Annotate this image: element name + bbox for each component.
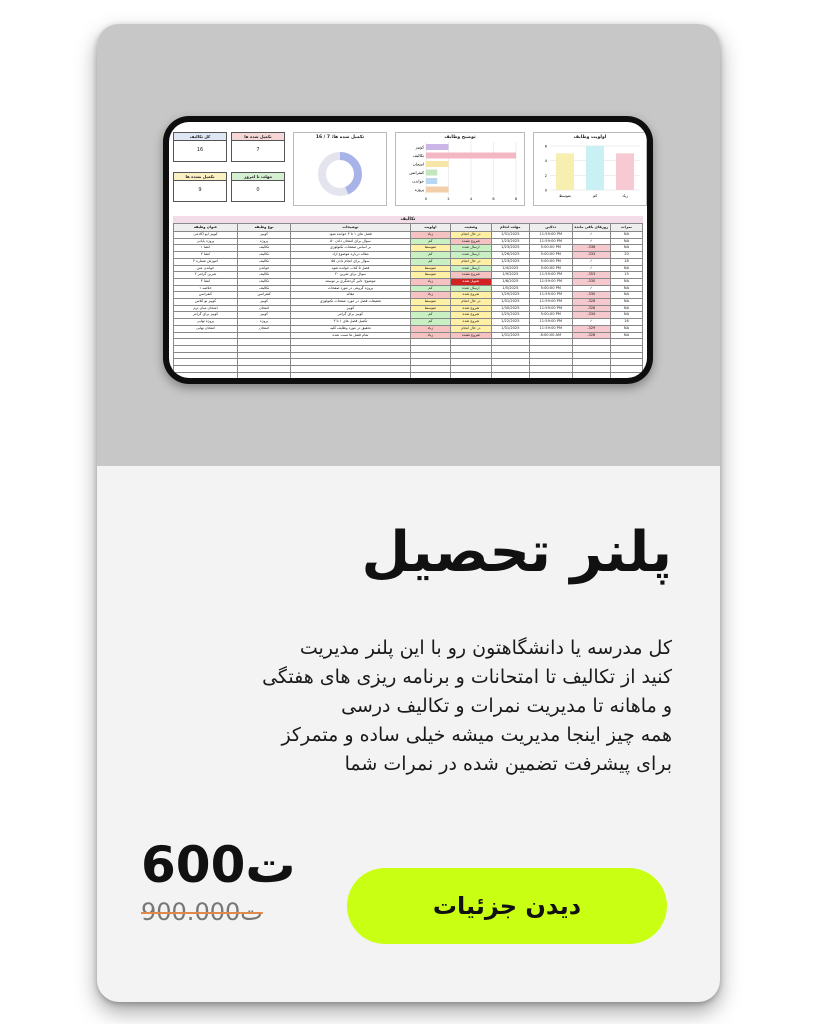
table-cell: 11:59:00 PM bbox=[529, 319, 572, 326]
tick-label: 2 bbox=[544, 173, 547, 178]
table-cell bbox=[174, 359, 238, 366]
table-cell bbox=[491, 339, 529, 346]
table-cell: ارسال شده bbox=[451, 265, 492, 272]
table-cell bbox=[451, 366, 492, 373]
table-row bbox=[174, 312, 643, 319]
product-description bbox=[132, 634, 672, 779]
product-image-area bbox=[97, 24, 720, 466]
table-cell bbox=[491, 352, 529, 359]
table-cell bbox=[451, 345, 492, 352]
table-cell: NA bbox=[610, 238, 642, 245]
column-header: نوع وظیفه bbox=[237, 224, 290, 232]
table-row bbox=[174, 305, 643, 312]
table-cell bbox=[572, 366, 610, 373]
table-row bbox=[174, 278, 643, 285]
table-cell: 11:59:00 PM bbox=[529, 305, 572, 312]
bar bbox=[556, 153, 574, 190]
table-cell bbox=[451, 339, 492, 346]
table-cell: تحویل شده bbox=[451, 278, 492, 285]
table-cell: تکالیف bbox=[237, 245, 290, 252]
table-cell: ۵۵ سوال برای انجام دادن bbox=[291, 258, 410, 265]
table-cell: شروع شده bbox=[451, 319, 492, 326]
table-cell bbox=[291, 345, 410, 352]
table-cell: ۵۰ سوال برای امتحان دادن bbox=[291, 238, 410, 245]
table-cell: -334 bbox=[572, 312, 610, 319]
table-cell: کوییز ایو آکادمی bbox=[174, 232, 238, 239]
table-cell bbox=[410, 366, 451, 373]
tick-label: 0 bbox=[544, 188, 547, 193]
bar-label: پروژه bbox=[414, 187, 424, 192]
table-cell: ارسال شده bbox=[451, 252, 492, 259]
table-row bbox=[174, 258, 643, 265]
table-cell: 5:00:00 PM bbox=[529, 245, 572, 252]
table-row-empty bbox=[174, 366, 643, 373]
table-row-empty bbox=[174, 339, 643, 346]
table-cell bbox=[237, 345, 290, 352]
product-title: پلنر تحصیل bbox=[361, 520, 672, 585]
table-cell: خواندن متن bbox=[174, 265, 238, 272]
table-cell: 8:00:00 AM bbox=[529, 332, 572, 339]
table-cell: کم bbox=[410, 252, 451, 259]
table-cell: در حال انجام bbox=[451, 299, 492, 306]
table-cell: کوییز bbox=[237, 312, 290, 319]
table-cell: 1/6/2025 bbox=[491, 278, 529, 285]
column-header: روزهای باقی مانده bbox=[572, 224, 610, 232]
table-cell: ✓ bbox=[572, 319, 610, 326]
bar bbox=[426, 178, 437, 184]
table-cell: 1/31/2025 bbox=[491, 325, 529, 332]
table-row bbox=[174, 325, 643, 332]
table-cell bbox=[529, 345, 572, 352]
table-cell: مقاله bbox=[291, 292, 410, 299]
table-cell: شروع شده bbox=[451, 312, 492, 319]
table-cell bbox=[529, 372, 572, 378]
table-cell: امتحان bbox=[237, 305, 290, 312]
kpi-label: مهلت تا امروز bbox=[232, 173, 284, 181]
table-cell: پروژه bbox=[237, 238, 290, 245]
table-cell: شروع نشده bbox=[451, 332, 492, 339]
table-cell: در حال انجام bbox=[451, 258, 492, 265]
table-cell: NA bbox=[610, 312, 642, 319]
table-cell: NA bbox=[610, 299, 642, 306]
table-cell bbox=[174, 345, 238, 352]
table-cell bbox=[237, 332, 290, 339]
table-cell: NA bbox=[610, 325, 642, 332]
bar bbox=[586, 146, 604, 190]
description-line: برای پیشرفت تضمین شده در نمرات شما bbox=[344, 753, 672, 775]
table-cell: تمرین گرامر ۲ bbox=[174, 272, 238, 279]
bar-label: تکالیف bbox=[412, 153, 424, 158]
table-cell: کم bbox=[410, 312, 451, 319]
table-cell bbox=[610, 345, 642, 352]
table-cell bbox=[174, 339, 238, 346]
table-cell bbox=[291, 359, 410, 366]
table-cell bbox=[610, 339, 642, 346]
tick-label: 0 bbox=[424, 197, 428, 201]
table-cell: انشا ۲ bbox=[174, 252, 238, 259]
table-cell bbox=[491, 359, 529, 366]
product-card bbox=[97, 24, 720, 1002]
table-cell: زیاد bbox=[410, 332, 451, 339]
tablet-mockup bbox=[163, 116, 653, 384]
column-header: نمرات bbox=[610, 224, 642, 232]
column-header: اولویت bbox=[410, 224, 451, 232]
bar bbox=[426, 170, 437, 176]
table-cell bbox=[491, 372, 529, 378]
column-header: عنوان وظیفه bbox=[174, 224, 238, 232]
tick-label: 2 bbox=[447, 197, 450, 201]
table-cell: 20 bbox=[610, 252, 642, 259]
table-cell bbox=[529, 366, 572, 373]
tick-label: 8 bbox=[514, 197, 518, 201]
table-cell: -333 bbox=[572, 252, 610, 259]
table-cell: پروژه نهایی bbox=[174, 319, 238, 326]
table-cell: 1/29/2025 bbox=[491, 292, 529, 299]
table-cell: 5:00:00 PM bbox=[529, 285, 572, 292]
table-cell: 1/5/2025 bbox=[491, 285, 529, 292]
table-cell: 18 bbox=[610, 258, 642, 265]
table-header-row bbox=[174, 224, 643, 232]
table-cell: 5:00:00 PM bbox=[529, 265, 572, 272]
table-cell: زیاد bbox=[410, 292, 451, 299]
table-cell: ✓ bbox=[572, 285, 610, 292]
table-row bbox=[174, 285, 643, 292]
table-cell bbox=[529, 359, 572, 366]
table-cell: 1/23/2025 bbox=[491, 245, 529, 252]
table-cell: NA bbox=[610, 305, 642, 312]
table-cell: 1/31/2025 bbox=[491, 299, 529, 306]
table-cell: کوییز تو کلاس bbox=[174, 299, 238, 306]
table-row bbox=[174, 272, 643, 279]
table-cell: متوسط bbox=[410, 265, 451, 272]
table-cell: شروع شده bbox=[451, 292, 492, 299]
table-cell bbox=[451, 372, 492, 378]
table-cell: NA bbox=[610, 265, 642, 272]
table-cell bbox=[410, 339, 451, 346]
table-cell: متوسط bbox=[410, 305, 451, 312]
table-cell: شروع نشده bbox=[451, 272, 492, 279]
table-cell bbox=[572, 339, 610, 346]
table-cell: ✓ bbox=[572, 232, 610, 239]
table-cell: 11:59:00 PM bbox=[529, 238, 572, 245]
table-cell bbox=[610, 352, 642, 359]
table-cell bbox=[237, 339, 290, 346]
table-cell: -336 bbox=[572, 245, 610, 252]
table-cell bbox=[291, 352, 410, 359]
table-cell: موضوع: تاثیر گردشگری بر توسعه bbox=[291, 278, 410, 285]
table-cell: امتحان نهایی bbox=[174, 325, 238, 332]
table-cell: 1/22/2025 bbox=[491, 319, 529, 326]
table-cell: زیاد bbox=[410, 278, 451, 285]
table-cell: 11:59:00 PM bbox=[529, 272, 572, 279]
sheet-title: تکالیف bbox=[173, 216, 643, 223]
chart-priority bbox=[533, 132, 647, 206]
description-line: همه چیز اینجا مدیریت میشه خیلی ساده و متمرکز bbox=[281, 724, 672, 746]
chart-task-types bbox=[395, 132, 525, 206]
column-header: وضعیت bbox=[451, 224, 492, 232]
table-cell: کم bbox=[410, 285, 451, 292]
table-row bbox=[174, 265, 643, 272]
description-line: کل مدرسه یا دانشگاهتون رو با این پلنر مدیریت bbox=[299, 637, 672, 659]
table-cell bbox=[610, 359, 642, 366]
tasks-table bbox=[173, 223, 643, 378]
table-cell: 1/4/2025 bbox=[491, 265, 529, 272]
progress-panel bbox=[293, 132, 387, 206]
column-header: توضیحات bbox=[291, 224, 410, 232]
table-cell bbox=[610, 372, 642, 378]
table-cell bbox=[410, 372, 451, 378]
table-cell bbox=[291, 366, 410, 373]
table-cell: 5:00:00 PM bbox=[529, 312, 572, 319]
table-cell: کوییز bbox=[237, 299, 290, 306]
table-cell: شروع شده bbox=[451, 305, 492, 312]
bar bbox=[426, 187, 449, 193]
table-cell bbox=[237, 366, 290, 373]
table-cell: خلاصه ۱ bbox=[174, 285, 238, 292]
tick-label: 4 bbox=[469, 197, 473, 201]
chart-task-types-plot bbox=[396, 140, 524, 202]
table-cell: -328 bbox=[572, 332, 610, 339]
table-cell: 1/9/2025 bbox=[491, 272, 529, 279]
table-row bbox=[174, 245, 643, 252]
table-cell: فصل ۵ کتاب خوانده شود bbox=[291, 265, 410, 272]
table-cell bbox=[491, 345, 529, 352]
table-cell: تکالیف bbox=[237, 285, 290, 292]
bar bbox=[426, 144, 449, 150]
table-cell: تکالیف bbox=[237, 278, 290, 285]
table-cell: کوییز bbox=[291, 305, 410, 312]
table-cell: 11:59:00 PM bbox=[529, 278, 572, 285]
bar bbox=[426, 161, 449, 167]
description-line: و ماهانه تا مدیریت نمرات و تکالیف درسی bbox=[341, 695, 672, 717]
kpi-label: تکمیل شده ها bbox=[232, 133, 284, 141]
table-cell: NA bbox=[610, 232, 642, 239]
table-cell: ✓ bbox=[572, 265, 610, 272]
table-cell: در حال انجام bbox=[451, 232, 492, 239]
table-cell: 5:00:00 PM bbox=[529, 258, 572, 265]
table-cell: ۲۰ سوال برای تمرین bbox=[291, 272, 410, 279]
table-cell: کم bbox=[410, 258, 451, 265]
table-cell bbox=[291, 339, 410, 346]
planner-preview bbox=[169, 122, 647, 378]
table-cell: ✓ bbox=[572, 238, 610, 245]
table-cell: در حال انجام bbox=[451, 325, 492, 332]
table-cell: کنفرانس bbox=[237, 292, 290, 299]
kpi-value: 9 bbox=[198, 187, 202, 193]
table-cell: -328 bbox=[572, 305, 610, 312]
table-cell: 15 bbox=[610, 272, 642, 279]
table-cell: تکالیف bbox=[237, 272, 290, 279]
table-cell bbox=[410, 359, 451, 366]
table-cell bbox=[529, 339, 572, 346]
table-cell: پروژه گروهی در مورد صفحات bbox=[291, 285, 410, 292]
table-cell: پروژه پایانی bbox=[174, 238, 238, 245]
kpi-label: تکمیل نشده ها bbox=[174, 173, 226, 181]
table-cell: -330 bbox=[572, 292, 610, 299]
table-cell: -353 bbox=[572, 272, 610, 279]
bar bbox=[426, 153, 516, 159]
table-row bbox=[174, 232, 643, 239]
table-cell: -329 bbox=[572, 325, 610, 332]
table-cell bbox=[491, 366, 529, 373]
bar-label: متوسط bbox=[559, 193, 571, 198]
kpi-value: 0 bbox=[256, 187, 260, 193]
table-cell bbox=[410, 345, 451, 352]
table-cell bbox=[529, 352, 572, 359]
table-cell: پروژه bbox=[237, 319, 290, 326]
table-cell: 1/31/2025 bbox=[491, 232, 529, 239]
tick-label: 4 bbox=[544, 159, 547, 164]
table-cell: -328 bbox=[572, 299, 610, 306]
table-row bbox=[174, 299, 643, 306]
kpi-due-today bbox=[231, 172, 285, 202]
table-row bbox=[174, 332, 643, 339]
table-cell: تمام فصل ها تست شده bbox=[291, 332, 410, 339]
table-cell bbox=[291, 372, 410, 378]
table-cell: 1/26/2025 bbox=[491, 252, 529, 259]
table-cell: NA bbox=[610, 285, 642, 292]
table-cell bbox=[572, 359, 610, 366]
table-cell: تکمیل فصل های ۱ تا ۳ bbox=[291, 319, 410, 326]
tick-label: 6 bbox=[492, 197, 495, 201]
table-cell: خواندن bbox=[237, 265, 290, 272]
table-cell: NA bbox=[610, 292, 642, 299]
progress-donut bbox=[294, 140, 386, 202]
bar-label: کوییز bbox=[415, 144, 424, 150]
bar-label: زیاد bbox=[622, 193, 628, 198]
table-cell bbox=[572, 352, 610, 359]
table-cell: زیاد bbox=[410, 325, 451, 332]
bar bbox=[616, 153, 634, 190]
table-cell: کم bbox=[410, 238, 451, 245]
table-row-empty bbox=[174, 345, 643, 352]
table-cell: NA bbox=[610, 278, 642, 285]
table-cell: 11:59:00 PM bbox=[529, 292, 572, 299]
table-cell: تکالیف bbox=[237, 252, 290, 259]
table-cell: متوسط bbox=[410, 299, 451, 306]
table-cell: مقاله درباره موضوع آزاد bbox=[291, 252, 410, 259]
table-cell: امتحان bbox=[237, 325, 290, 332]
table-row-empty bbox=[174, 372, 643, 378]
progress-title: تکمیل شده ها: 7 / 16 bbox=[315, 135, 365, 140]
table-row bbox=[174, 238, 643, 245]
old-price: 900.000ت bbox=[141, 898, 263, 926]
table-cell bbox=[174, 366, 238, 373]
table-cell bbox=[410, 352, 451, 359]
table-cell: 1/23/2025 bbox=[491, 238, 529, 245]
column-header: مهلت انجام bbox=[491, 224, 529, 232]
table-cell: ارسال شده bbox=[451, 285, 492, 292]
kpi-value: 7 bbox=[256, 147, 260, 153]
table-cell bbox=[572, 372, 610, 378]
column-header: ددلاین bbox=[529, 224, 572, 232]
table-cell: 1/30/2025 bbox=[491, 305, 529, 312]
table-cell: ارسال شده bbox=[451, 245, 492, 252]
table-cell bbox=[174, 352, 238, 359]
table-cell: کوییز برای گرامر bbox=[291, 312, 410, 319]
table-cell: کنفرانس bbox=[174, 292, 238, 299]
chart-priority-plot bbox=[534, 140, 646, 202]
tick-label: 6 bbox=[544, 144, 547, 149]
table-cell: آموزش شماره ۲ bbox=[174, 258, 238, 265]
table-cell: امتحان میان ترم bbox=[174, 305, 238, 312]
table-cell: تکالیف bbox=[237, 258, 290, 265]
description-line: کنید از تکالیف تا امتحانات و برنامه ریزی های هفتگی bbox=[262, 666, 672, 688]
table-cell: 1/25/2025 bbox=[491, 312, 529, 319]
table-cell: متوسط bbox=[410, 245, 451, 252]
table-cell: 11:59:00 PM bbox=[529, 325, 572, 332]
table-cell: تحقیق در مورد وظایف کلیه bbox=[291, 325, 410, 332]
table-row bbox=[174, 252, 643, 259]
table-cell bbox=[174, 372, 238, 378]
kpi-completed bbox=[231, 132, 285, 162]
table-cell: کم bbox=[410, 319, 451, 326]
table-cell: -330 bbox=[572, 278, 610, 285]
table-cell bbox=[610, 366, 642, 373]
table-cell: 1/23/2025 bbox=[491, 258, 529, 265]
bar-label: خواندن bbox=[412, 178, 424, 184]
kpi-total-tasks bbox=[173, 132, 227, 162]
chart-title: اولویت وظایف bbox=[573, 135, 607, 140]
table-cell: 1/31/2025 bbox=[491, 332, 529, 339]
table-cell bbox=[451, 359, 492, 366]
table-cell: NA bbox=[610, 245, 642, 252]
table-row-empty bbox=[174, 352, 643, 359]
table-cell bbox=[237, 359, 290, 366]
table-row bbox=[174, 292, 643, 299]
view-details-button[interactable]: دیدن جزئیات bbox=[347, 868, 667, 944]
table-cell: 11:59:00 PM bbox=[529, 232, 572, 239]
table-row-empty bbox=[174, 359, 643, 366]
table-cell: متوسط bbox=[410, 272, 451, 279]
table-cell: 5:00:00 PM bbox=[529, 252, 572, 259]
bar-label: کم bbox=[592, 193, 598, 198]
chart-title: توضیح وظایف bbox=[444, 135, 476, 140]
table-cell: فصل های ۱ تا ۳ خوانده شود bbox=[291, 232, 410, 239]
table-cell: ✓ bbox=[572, 258, 610, 265]
table-cell bbox=[237, 352, 290, 359]
table-cell: کوییز bbox=[237, 232, 290, 239]
table-cell: شروع نشده bbox=[451, 238, 492, 245]
table-cell: انشا ۳ bbox=[174, 278, 238, 285]
table-cell: NA bbox=[610, 332, 642, 339]
table-cell: بر اساس صفحات تکنولوژی bbox=[291, 245, 410, 252]
table-cell: تحقیقات فصل در مورد صفحات تکنولوژی bbox=[291, 299, 410, 306]
table-row bbox=[174, 319, 643, 326]
table-cell bbox=[572, 345, 610, 352]
table-cell bbox=[174, 332, 238, 339]
table-cell: زیاد bbox=[410, 232, 451, 239]
table-cell: کوییز برای گرامر bbox=[174, 312, 238, 319]
kpi-label: کل تکالیف bbox=[174, 133, 226, 141]
table-cell bbox=[451, 352, 492, 359]
bar-label: کنفرانس bbox=[409, 170, 424, 175]
kpi-not-completed bbox=[173, 172, 227, 202]
table-cell: 11:59:00 PM bbox=[529, 299, 572, 306]
bar-label: امتحان bbox=[412, 161, 424, 167]
kpi-value: 16 bbox=[196, 147, 204, 153]
table-cell bbox=[237, 372, 290, 378]
table-cell: 16 bbox=[610, 319, 642, 326]
table-cell: انشا ۱ bbox=[174, 245, 238, 252]
current-price: 600ت bbox=[141, 836, 296, 894]
